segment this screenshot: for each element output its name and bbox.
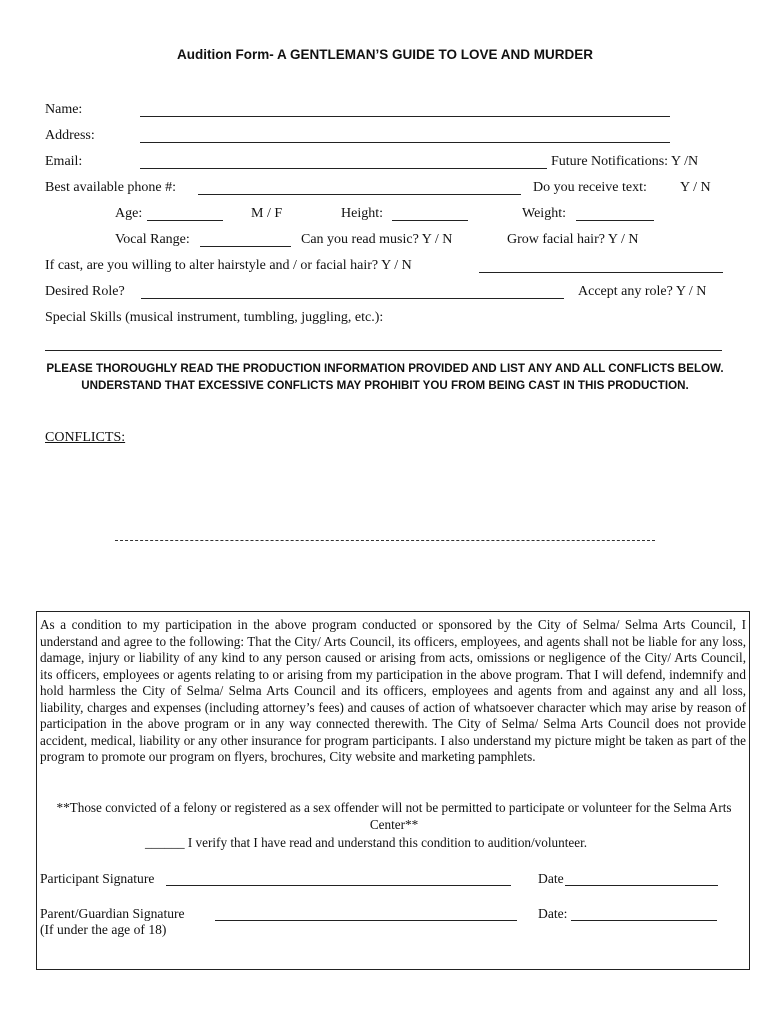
form-title: Audition Form- A GENTLEMAN’S GUIDE TO LOVE AND MURDER (177, 47, 593, 62)
under-age-note: (If under the age of 18) (40, 922, 167, 937)
parent-date-field[interactable] (571, 920, 717, 921)
accept-any-role-option[interactable]: Accept any role? Y / N (578, 284, 707, 299)
alter-hairstyle-field[interactable] (479, 272, 723, 273)
height-label: Height: (341, 206, 383, 221)
alter-hairstyle-question[interactable]: If cast, are you willing to alter hairstyle and / or facial hair? Y / N (45, 258, 412, 273)
participant-signature-label: Participant Signature (40, 871, 155, 886)
receive-text-label: Do you receive text: (533, 180, 647, 195)
weight-field[interactable] (576, 220, 654, 221)
waiver-text: As a condition to my participation in the above program conducted or sponsored by the City of Selma/ Selma Arts Council, I understand and agree to the following: That the City/ Arts Council, its officers, employees, and agents shall not be liable for any loss, damage, injury or liability of any kind to any person caused or arising from acts, omissions or negligence of the City/ Arts Council, its officers, employees or agents relating to or arising from my participation in the above program. That I will defend, indemnify and hold harmless the City of Selma/ Selma Arts Council and its officers, employees and agents from and against any and all loss, liability, charges and expenses (including attorney’s fees) and causes of action of whatsoever character which may arise by reason of participation in the above program or in any way connected therewith. The City of Selma/ Selma Arts Council does not provide accident, medical, liability or any other insurance for program participants. I also understand my picture might be taken as part of the program to promote our program on flyers, brochures, City website and marketing pamphlets. (40, 617, 746, 764)
vocal-range-field[interactable] (200, 246, 291, 247)
address-field[interactable] (140, 142, 670, 143)
special-skills-label: Special Skills (musical instrument, tumbling, juggling, etc.): (45, 310, 384, 325)
date-label-1: Date (538, 871, 564, 886)
participant-date-field[interactable] (565, 885, 718, 886)
date-label-2: Date: (538, 906, 568, 921)
parent-signature-label: Parent/Guardian Signature (40, 906, 185, 921)
height-field[interactable] (392, 220, 468, 221)
age-label: Age: (115, 206, 143, 221)
gender-option[interactable]: M / F (251, 206, 283, 221)
verify-line (145, 835, 587, 851)
parent-signature-field[interactable] (215, 920, 517, 921)
future-notifications-option[interactable]: Future Notifications: Y /N (551, 154, 699, 169)
weight-label: Weight: (522, 206, 566, 221)
read-music-option[interactable]: Can you read music? Y / N (301, 232, 453, 247)
facial-hair-option[interactable]: Grow facial hair? Y / N (507, 232, 639, 247)
name-field[interactable] (140, 116, 670, 117)
receive-text-option[interactable]: Y / N (680, 180, 711, 195)
desired-role-label: Desired Role? (45, 284, 125, 299)
participant-signature-field[interactable] (166, 885, 511, 886)
verify-text: I verify that I have read and understand this condition to audition/volunteer. (187, 835, 588, 850)
address-label: Address: (45, 128, 95, 143)
vocal-range-label: Vocal Range: (115, 232, 190, 247)
special-skills-field[interactable] (45, 350, 722, 351)
felony-notice: **Those convicted of a felony or registered as a sex offender will not be permitted to participate or volunteer for the Selma Arts Center** (56, 800, 732, 832)
waiver-box (36, 611, 750, 970)
conflicts-separator (115, 540, 655, 541)
phone-label: Best available phone #: (45, 180, 177, 195)
verify-initials-field[interactable]: ______ (145, 835, 185, 850)
conflicts-notice: PLEASE THOROUGHLY READ THE PRODUCTION INFORMATION PROVIDED AND LIST ANY AND ALL CONFLICTS BELOW. UNDERSTAND THAT EXCESSIVE CONFLICTS MAY PROHIBIT YOU FROM BEING CAST IN THIS PRODUCTION. (46, 362, 724, 392)
desired-role-field[interactable] (141, 298, 564, 299)
name-label: Name: (45, 102, 83, 117)
email-label: Email: (45, 154, 83, 169)
email-field[interactable] (140, 168, 547, 169)
phone-field[interactable] (198, 194, 521, 195)
conflicts-heading: CONFLICTS: (45, 430, 126, 445)
age-field[interactable] (147, 220, 223, 221)
